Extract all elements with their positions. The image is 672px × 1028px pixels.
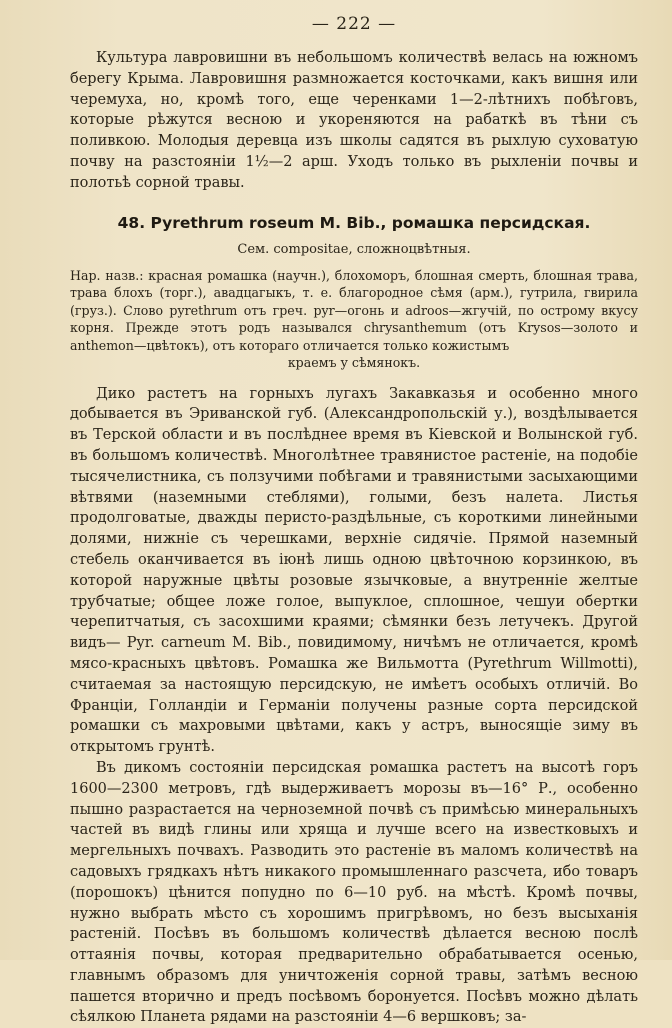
cultivation-paragraph: Въ дикомъ состояніи персидская ромашка растетъ на высотѣ горъ 1600—2300 метровъ, гдѣ выдерживаетъ морозы въ—16° Р., особенно пышно разрастается на черноземной почвѣ съ примѣсью минеральныхъ частей въ видѣ глины или хряща и лучше всего на известковыхъ и мергельныхъ почвахъ. Разводить это растеніе въ маломъ количествѣ на садовыхъ грядкахъ нѣтъ никакого промышленнаго разсчета, ибо товаръ (порошокъ) цѣнится попудно по 6—10 руб. на мѣстѣ. Кромѣ почвы, нужно выбрать мѣсто съ хорошимъ пригрѣвомъ, но безъ высыханія растеній. Посѣвъ въ большомъ количествѣ дѣлается весною послѣ оттаянія почвы, которая предварительно обрабатывается осенью, главнымъ образомъ для уничтоженія сорной травы, затѣмъ весною пашется вторично и предъ посѣвомъ боронуется. Посѣвъ можно дѣлать сѣялкою Планета рядами на разстояніи 4—6 вершковъ; за- bbox=[70, 759, 638, 1026]
intro-paragraph: Культура лавровишни въ небольшомъ количествѣ велась на южномъ берегу Крыма. Лавровишня размножается косточками, какъ вишня или черемуха, но, кромѣ того, еще черенками 1—2-лѣтнихъ побѣговъ, которые рѣжутся весною и укореняются на рабаткѣ въ тѣни съ поливкою. Молодыя деревца изъ школы садятся въ рыхлую суховатую почву на разстояніи 1½—2 арш. Уходъ только въ рыхленіи почвы и полотьѣ сорной травы. bbox=[70, 50, 638, 191]
family-line: Сем. compositae, сложноцвѣтныя. bbox=[237, 241, 471, 257]
description-paragraph: Дико растетъ на горныхъ лугахъ Закавказья и особенно много добывается въ Эриванской губ. (Александропольскій у.), воздѣлывается въ Терской области и въ послѣднее время въ Кіевской и Волынской губ. въ большомъ количествѣ. Многолѣтнее травянистое растеніе, на подобіе тысячелистника, съ ползучими побѣгами и травянистыми засыхающими вѣтвями (наземными стеблями), голыми, безъ налета. Листья продолговатые, дважды перисто-раздѣльные, съ короткими линейными долями, нижніе съ черешками, верхніе сидячіе. Прямой наземный стебель оканчивается въ іюнѣ лишь одною цвѣточною корзинкою, въ которой наружные цвѣты розовые язычковые, а внутренніе желтые трубчатые; общее ложе голое, выпуклое, сплошное, чешуи обертки черепитчатыя, съ засохшими краями; сѣмянки безъ летучекъ. Другой видъ— Pyr. carneum M. Bib., повидимому, ничѣмъ не отличается, кромѣ мясо-красныхъ цвѣтовъ. Ромашка же Вильмотта (Pyrethrum Willmotti), считаемая за настоящую персидскую, не имѣетъ особыхъ отличій. Во Франціи, Голландіи и Германіи получены разные сорта персидской ромашки съ махровыми цвѣтами, какъ у астръ, выносящіе зиму въ открытомъ грунтѣ. bbox=[70, 385, 638, 756]
common-names-text: Нар. назв.: красная ромашка (научн.), блохоморъ, блошная смерть, блошная трава, трава блохъ (торг.), авадцагыкъ, т. е. благородное сѣмя (арм.), гутрила, гвирила (груз.). Слово pyrethrum отъ греч. pyr—огонь и adroos—жгучій, по острому вкусу корня. Прежде этотъ родъ назывался chrysanthemum (отъ Krysos—золото и anthemon—цвѣтокъ), отъ котораго отличается только кожистымъ bbox=[70, 267, 638, 353]
article-heading: 48. Pyrethrum roseum M. Bib., ромашка персидская. bbox=[117, 213, 591, 232]
common-names-last-line: краемъ у сѣмянокъ. bbox=[287, 355, 421, 371]
page-number: — 222 — bbox=[311, 14, 397, 34]
common-names-block bbox=[70, 267, 638, 372]
